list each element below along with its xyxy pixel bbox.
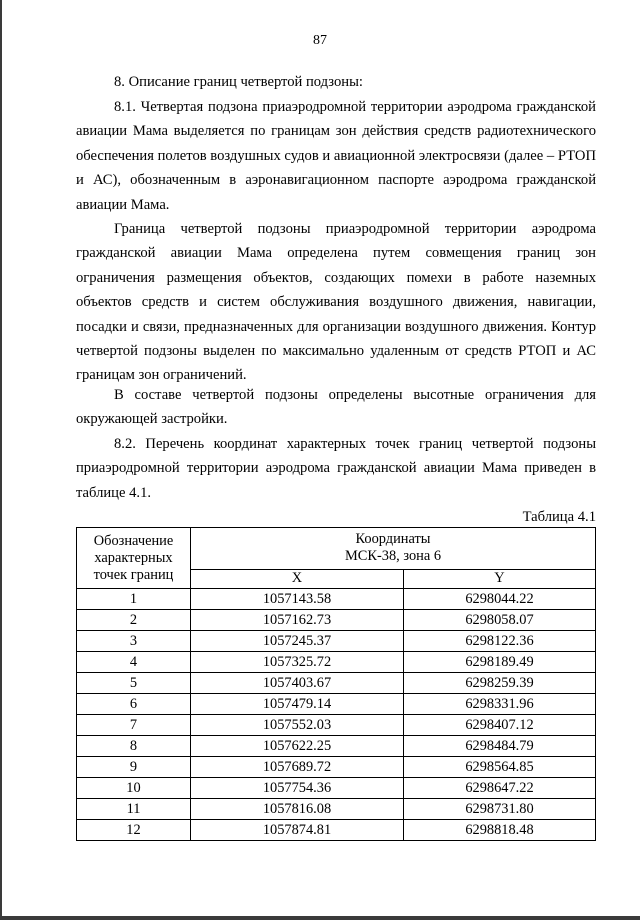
point-number-cell: 7: [77, 715, 191, 736]
x-coordinate-cell: 1057403.67: [191, 673, 404, 694]
table-row: [77, 757, 596, 778]
table-row: [77, 652, 596, 673]
paragraph-boundary: Граница четвертой подзоны приаэродромной территории аэродрома гражданской авиации Мама определена путем совмещения границ зон ограничения размещения объектов, создающих помехи в работе наземных объектов средств и систем обслуживания воздушного движения, навигации, посадки и связи, предназначенных для организации воздушного движения. Контур четвертой подзоны выделен по максимально удаленным от средств РТОП и АС границам зон ограничений.: [76, 221, 596, 384]
x-coordinate-cell: 1057622.25: [191, 736, 404, 757]
table-caption: Таблица 4.1: [522, 509, 596, 525]
point-number-cell: 4: [77, 652, 191, 673]
x-coordinate-cell: 1057162.73: [191, 610, 404, 631]
table-row: [77, 694, 596, 715]
y-coordinate-cell: 6298407.12: [404, 715, 596, 736]
header-coordinates-line: Координаты: [355, 531, 431, 548]
header-designation: [77, 528, 191, 589]
header-coordinates: [191, 528, 596, 570]
section-heading: 8. Описание границ четвертой подзоны:: [114, 74, 363, 90]
scan-edge-left: [0, 0, 2, 920]
point-number-cell: 12: [77, 820, 191, 841]
coordinates-table: [76, 527, 596, 841]
point-number-cell: 3: [77, 631, 191, 652]
y-coordinate-cell: 6298259.39: [404, 673, 596, 694]
point-number-cell: 6: [77, 694, 191, 715]
point-number-cell: 10: [77, 778, 191, 799]
header-x: X: [191, 569, 404, 588]
table-row: [77, 820, 596, 841]
point-number-cell: 11: [77, 799, 191, 820]
paragraph-height-limits: В составе четвертой подзоны определены высотные ограничения для окружающей застройки.: [76, 387, 596, 428]
y-coordinate-cell: 6298044.22: [404, 589, 596, 610]
y-coordinate-cell: 6298058.07: [404, 610, 596, 631]
header-y: Y: [404, 569, 596, 588]
y-coordinate-cell: 6298731.80: [404, 799, 596, 820]
table-row: [77, 715, 596, 736]
y-coordinate-cell: 6298647.22: [404, 778, 596, 799]
point-number-cell: 5: [77, 673, 191, 694]
header-designation-line: Обозначение: [93, 532, 174, 549]
y-coordinate-cell: 6298484.79: [404, 736, 596, 757]
table-header-row: [77, 528, 596, 570]
y-coordinate-cell: 6298818.48: [404, 820, 596, 841]
x-coordinate-cell: 1057479.14: [191, 694, 404, 715]
table-row: [77, 778, 596, 799]
x-coordinate-cell: 1057325.72: [191, 652, 404, 673]
y-coordinate-cell: 6298122.36: [404, 631, 596, 652]
point-number-cell: 2: [77, 610, 191, 631]
header-coordinates-line: МСК-38, зона 6: [344, 548, 442, 565]
x-coordinate-cell: 1057816.08: [191, 799, 404, 820]
y-coordinate-cell: 6298331.96: [404, 694, 596, 715]
table-row: [77, 736, 596, 757]
scan-edge-bottom: [0, 916, 640, 920]
table-row: [77, 799, 596, 820]
x-coordinate-cell: 1057245.37: [191, 631, 404, 652]
table-row: [77, 631, 596, 652]
header-designation-line: точек границ: [93, 566, 174, 583]
x-coordinate-cell: 1057754.36: [191, 778, 404, 799]
y-coordinate-cell: 6298564.85: [404, 757, 596, 778]
paragraph-8-1: 8.1. Четвертая подзона приаэродромной территории аэродрома гражданской авиации Мама выделяется по границам зон действия средств радиотехнического обеспечения полетов воздушных судов и авиационной электросвязи (далее – РТОП и АС), обозначенным в аэронавигационном паспорте аэродрома гражданской авиации Мама.: [76, 99, 596, 213]
paragraph-8-2: 8.2. Перечень координат характерных точек границ четвертой подзоны приаэродромной территории аэродрома гражданской авиации Мама приведен в таблице 4.1.: [76, 436, 596, 501]
x-coordinate-cell: 1057689.72: [191, 757, 404, 778]
x-coordinate-cell: 1057143.58: [191, 589, 404, 610]
point-number-cell: 8: [77, 736, 191, 757]
page-number: 87: [313, 33, 327, 48]
table-row: [77, 673, 596, 694]
header-designation-line: характерных: [94, 549, 173, 566]
y-coordinate-cell: 6298189.49: [404, 652, 596, 673]
x-coordinate-cell: 1057874.81: [191, 820, 404, 841]
x-coordinate-cell: 1057552.03: [191, 715, 404, 736]
table-row: [77, 589, 596, 610]
point-number-cell: 9: [77, 757, 191, 778]
table-row: [77, 610, 596, 631]
point-number-cell: 1: [77, 589, 191, 610]
table-body: [77, 589, 596, 841]
